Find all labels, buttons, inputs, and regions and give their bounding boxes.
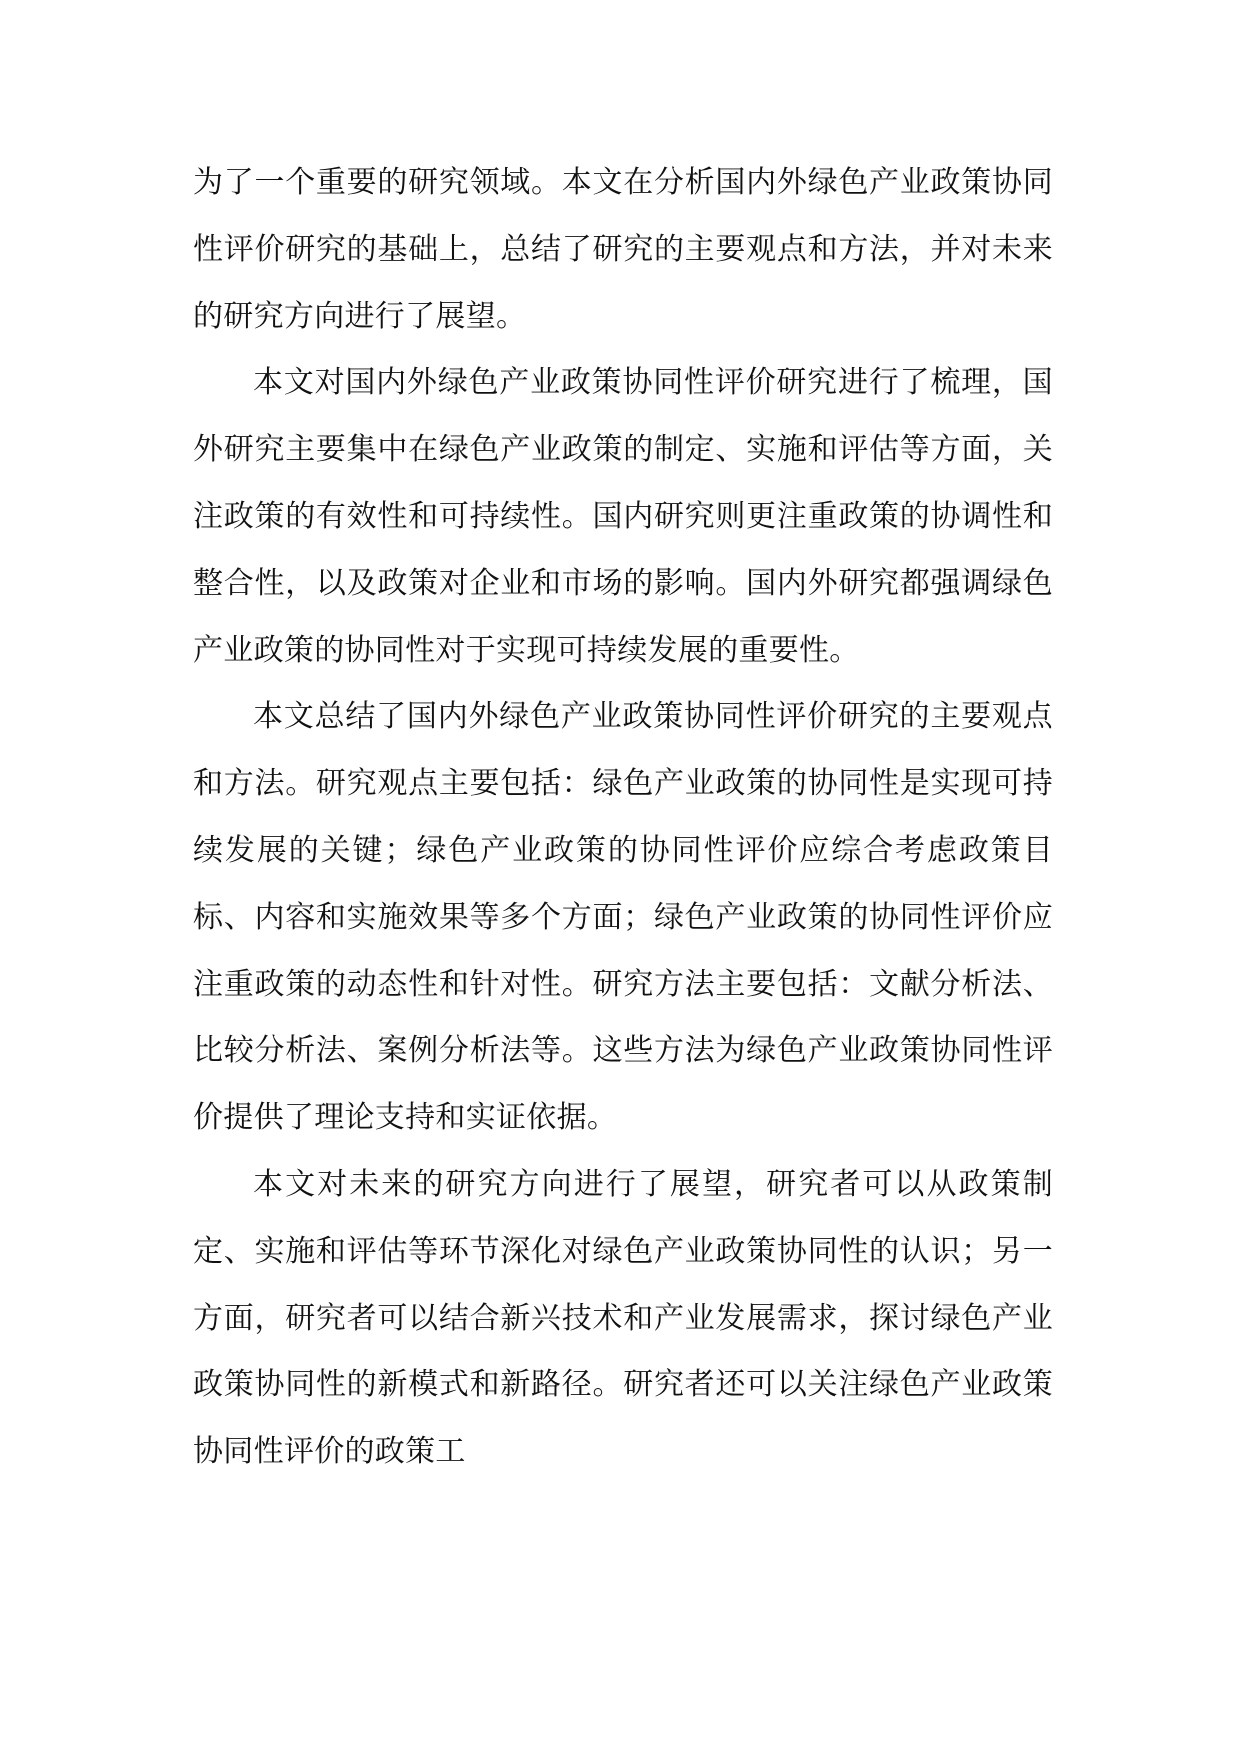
paragraph-review-summary: 本文对国内外绿色产业政策协同性评价研究进行了梳理，国外研究主要集中在绿色产业政策的制定、实施和评估等方面，关注政策的有效性和可持续性。国内研究则更注重政策的协调性和整合性，以及政策对企业和市场的影响。国内外研究都强调绿色产业政策的协同性对于实现可持续发展的重要性。 (193, 365, 1053, 668)
paragraph-future-directions: 本文对未来的研究方向进行了展望，研究者可以从政策制定、实施和评估等环节深化对绿色产业政策协同性的认识；另一方面，研究者可以结合新兴技术和产业发展需求，探讨绿色产业政策协同性的新模式和新路径。研究者还可以关注绿色产业政策协同性评价的政策工 (193, 1166, 1053, 1470)
body-text (193, 150, 1053, 1486)
paragraph-viewpoints-methods: 本文总结了国内外绿色产业政策协同性评价研究的主要观点和方法。研究观点主要包括：绿色产业政策的协同性是实现可持续发展的关键；绿色产业政策的协同性评价应综合考虑政策目标、内容和实施效果等多个方面；绿色产业政策的协同性评价应注重政策的动态性和针对性。研究方法主要包括：文献分析法、比较分析法、案例分析法等。这些方法为绿色产业政策协同性评价提供了理论支持和实证依据。 (193, 699, 1053, 1136)
paragraph-continued: 为了一个重要的研究领域。本文在分析国内外绿色产业政策协同性评价研究的基础上，总结了研究的主要观点和方法，并对未来的研究方向进行了展望。 (193, 165, 1053, 334)
